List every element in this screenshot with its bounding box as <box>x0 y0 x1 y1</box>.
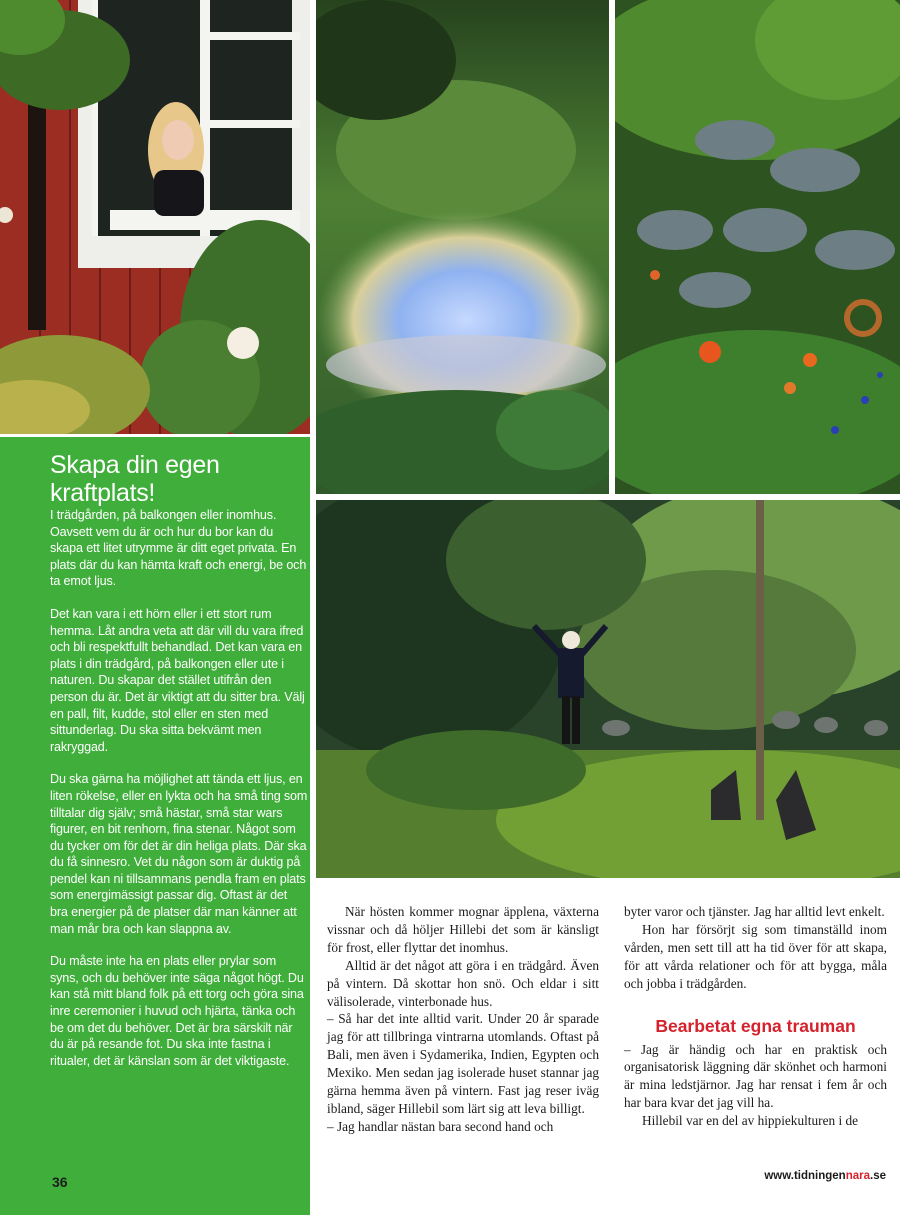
article-paragraph: – Jag är händig och har en praktisk och organisatorisk läggning där skönhet och harmoni är mina ledstjärnor. Jag har rensat i fem år och har bara kvar det jag vill ha. <box>624 1041 887 1111</box>
photo-light-orb-in-garden <box>316 0 609 494</box>
article-paragraph: – Så har det inte alltid varit. Under 20 år sparade jag för att tillbringa vintrarna utomlands. Oftast på Bali, men även i Sydamerika, Indien, Egypten och Mexiko. Men sedan jag isolerade huset stannar jag gärna hemma även på vintern. Fast jag reser iväg ibland, säger Hillebil som lärt sig att leva billigt. <box>327 1011 599 1116</box>
website-url[interactable] <box>764 1170 886 1182</box>
photo-flower-garden <box>615 0 900 494</box>
article-paragraph: Hon har försörjt sig som timanställd inom vården, men sett till att ha tid över för att skapa, för att vårda relationer och för att bygga, måla och jobba i trädgården. <box>624 921 887 991</box>
article-subheading: Bearbetat egna trauman <box>655 1015 856 1036</box>
article-paragraph: byter varor och tjänster. Jag har alltid levt enkelt. <box>624 904 885 919</box>
website-accent: nara <box>845 1170 870 1182</box>
sidebar-paragraph: I trädgården, på balkongen eller inomhus. Oavsett vem du är och hur du bor kan du skapa ett litet utrymme är ditt eget privata. En plats där du kan hämta kraft och energi, be och ta emot ljus. <box>50 508 307 589</box>
sidebar-title: Skapa din egen kraftplats! <box>50 451 220 507</box>
article-paragraph: Hillebil var en del av hippiekulturen i de <box>642 1113 859 1129</box>
article-paragraph: – Jag handlar nästan bara second hand och <box>327 1118 554 1134</box>
article-column-1 <box>327 903 599 1136</box>
website-suffix: .se <box>870 1170 886 1182</box>
website-prefix: www.tidningen <box>764 1170 846 1182</box>
photo-woman-at-window <box>0 0 310 434</box>
article-paragraph: När hösten kommer mognar äpplena, växterna vissnar och då höljer Hillebi det som är känsligt för frost, eller flyttar det inomhus. <box>327 904 599 955</box>
sidebar-body <box>50 507 308 1085</box>
article-column-2 <box>624 903 887 1130</box>
photo-woman-in-forest-clearing <box>316 500 900 878</box>
sidebar-paragraph: Det kan vara i ett hörn eller i ett stort rum hemma. Låt andra veta att där vill du vara ifred och bli respektfullt behandlad. Det kan vara en plats i din trädgård, på balkongen eller ute i naturen. Du skapar det stället utifrån den person du är. Det är viktigt att du sitter bra. Välj en pall, filt, kudde, stol eller en sten med sittunderlag. Du ska sitta bekvämt men rakryggad. <box>50 606 305 754</box>
article-paragraph: Alltid är det något att göra i en trädgård. Även på vintern. Då skottar hon snö. Och eldar i sitt välisolerade, vinterbonade hus. <box>327 957 599 1009</box>
sidebar-paragraph: Du måste inte ha en plats eller prylar som syns, och du behöver inte säga något högt. Du kan stå mitt bland folk på ett torg och göra sina inre ceremonier i huvud och hjärta, tänka och be om det du behöver. Det är bra särskilt när du är på resande fot. Du ska inte fastna i ritualer, det är känslan som är det viktigaste. <box>50 954 304 1068</box>
page-number: 36 <box>52 1174 68 1190</box>
sidebar-box <box>0 437 310 1215</box>
sidebar-paragraph: Du ska gärna ha möjlighet att tända ett ljus, en liten rökelse, eller en lykta och ha små ting som tilltalar dig själv; små hästar, små star wars figurer, en bit renhorn, fina stenar. Något som du tycker om för det är din heliga plats. Där ska du få sinnesro. Vet du någon som är duktig på pendel kan ni tillsammans pendla fram en plats som energimässigt passar dig. Oftast är det bra energier på de platser där man känner att man mår bra och kan slappna av. <box>50 772 308 936</box>
